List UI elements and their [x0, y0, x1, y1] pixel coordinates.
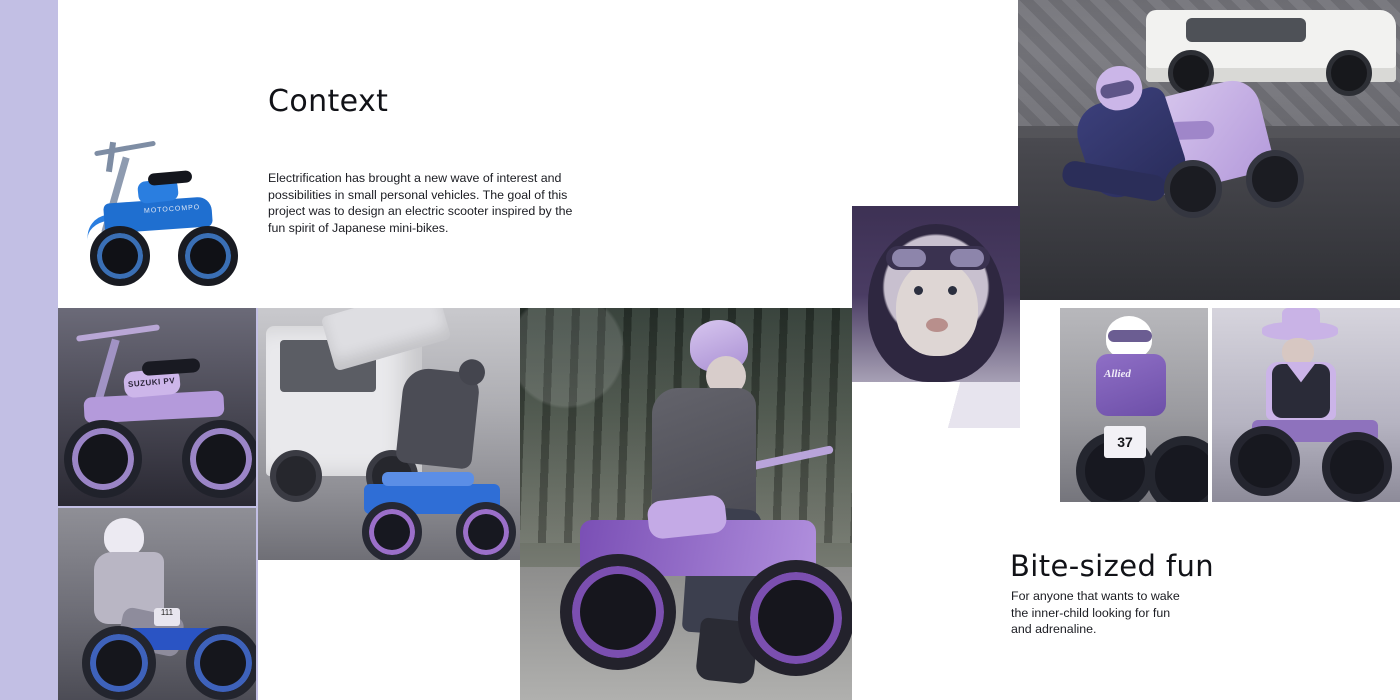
photo-rider-blue: [58, 508, 256, 700]
white-panel-mid-strip: [258, 560, 520, 700]
photo-van-loading: [258, 308, 520, 560]
jersey-brand-label: Allied: [1104, 368, 1131, 380]
torn-paper-edge-shape: [852, 382, 1020, 428]
car-rear-wheel-shape: [1326, 50, 1372, 96]
goggles-shape: [886, 246, 990, 270]
scooter-front-wheel-shape: [1164, 160, 1222, 218]
photo-baby-goggles: [852, 206, 1020, 428]
number-plate-label: 37: [1104, 426, 1146, 458]
left-eye-shape: [914, 286, 923, 295]
front-wheel-shape: [64, 420, 142, 498]
photo-hat-rider: [1212, 308, 1400, 502]
context-body-text: Electrification has brought a new wave of interest and possibilities in small personal vehicles. The goal of this project was to design an electric scooter inspired by the fun spirit of Japanese mini-bikes.: [268, 171, 573, 235]
front-wheel-shape: [82, 626, 156, 700]
rear-wheel-shape: [186, 626, 256, 700]
rider-jersey-shape: [1096, 354, 1166, 416]
photo-rider-37: [1060, 308, 1208, 502]
car-window-shape: [1186, 18, 1306, 42]
rear-wheel-shape: [738, 560, 852, 676]
minibike-front-wheel-shape: [362, 502, 422, 560]
minibike-rear-wheel-shape: [456, 502, 516, 560]
photo-suzuki-purple: [58, 308, 256, 506]
rear-wheel-shape: [182, 420, 256, 498]
white-panel-top: [58, 0, 1020, 110]
front-wheel-shape: [90, 226, 150, 286]
photo-drift-car: [1018, 0, 1400, 300]
handlebar-shape: [94, 141, 156, 157]
mouth-shape: [926, 318, 948, 332]
rider-helmet-shape: [104, 518, 144, 556]
bike-seat-shape: [142, 358, 201, 376]
rear-wheel-shape: [1322, 432, 1392, 502]
steering-stem-shape: [106, 142, 116, 173]
van-front-wheel-shape: [270, 450, 322, 502]
white-coupe-shape: [1146, 10, 1396, 82]
handlebar-shape: [76, 324, 160, 342]
photo-woman-bike: [520, 308, 852, 700]
scooter-rear-wheel-shape: [1246, 150, 1304, 208]
photo-minibike-blue: [82, 118, 242, 296]
bike-brand-label: MOTOCOMPO: [143, 204, 201, 215]
front-wheel-shape: [1230, 426, 1300, 496]
rear-wheel-shape: [178, 226, 238, 286]
context-heading: Context: [268, 84, 389, 120]
right-eye-shape: [948, 286, 957, 295]
bike-brand-label: SUZUKI PV: [127, 375, 176, 390]
bite-sized-fun-body-text: For anyone that wants to wake the inner-child looking for fun and adrenaline.: [1011, 589, 1180, 637]
person-loading-shape: [395, 366, 481, 469]
bite-sized-fun-heading: Bite-sized fun: [1010, 549, 1215, 584]
front-wheel-shape: [560, 554, 676, 670]
goggles-shape: [1108, 330, 1152, 342]
rear-wheel-shape: [1146, 436, 1208, 502]
bike-seat-shape: [148, 170, 193, 186]
number-plate-label: 111: [154, 608, 180, 626]
baby-face-shape: [896, 260, 978, 356]
